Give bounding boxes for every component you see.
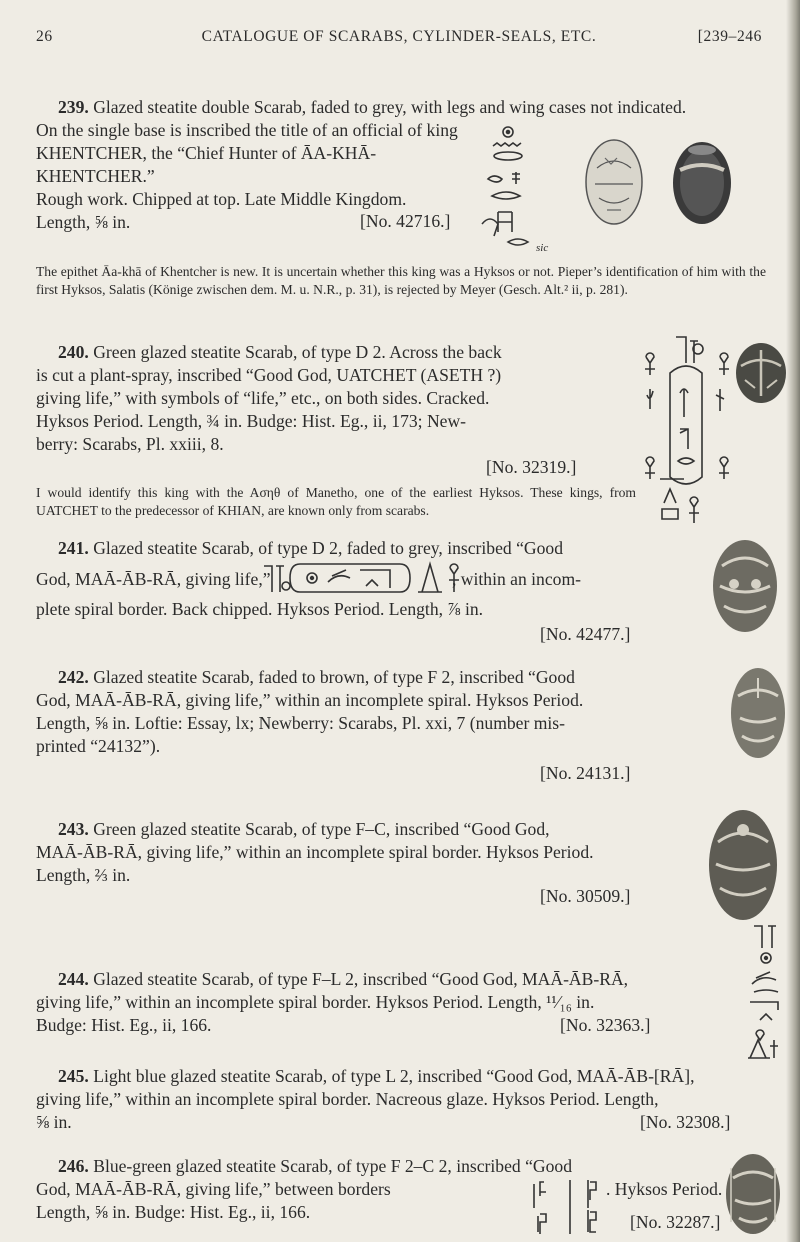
registration-number: [No. 32308.] xyxy=(640,1112,731,1132)
cartouche-khentcher-glyphs xyxy=(478,124,548,259)
entry-242 xyxy=(58,666,728,689)
border-glyphs-246 xyxy=(530,1176,606,1234)
entry-line: Rough work. Chipped at top. Late Middle Kingdom. xyxy=(36,189,407,209)
entry-line: Green glazed steatite Scarab, of type D 2. Across the back xyxy=(93,342,502,362)
entry-246 xyxy=(58,1155,678,1178)
entry-line: berry: Scarabs, Pl. xxiii, 8. xyxy=(36,434,224,454)
entry-line: God, MAĀ-ĀB-RĀ, giving life,” xyxy=(36,569,271,589)
entry-line: Length, ⅝ in. Budge: Hist. Eg., ii, 166. xyxy=(36,1202,311,1222)
entry-line: . Hyksos Period. xyxy=(606,1179,723,1199)
entry-line: MAĀ-ĀB-RĀ, giving life,” within an incomplete spiral border. Hyksos Period. xyxy=(36,842,594,862)
commentary-text: I would identify this king with the Aσηθ of Manetho, one of the earliest Hyksos. These kings, from UATCHET to the predecessor of KHIAN, are known only from scarabs. xyxy=(36,485,636,518)
entry-number: 243. xyxy=(58,819,89,839)
entry-245 xyxy=(58,1065,778,1088)
entry-range: [239–246 xyxy=(697,28,762,45)
hieroglyph-column-icon xyxy=(746,922,786,1062)
hieroglyph-column-icon xyxy=(478,124,548,259)
cartouche-uatchet-glyphs xyxy=(640,333,732,538)
entry-line: is cut a plant-spray, inscribed “Good God, UATCHET (ASETH ?) xyxy=(36,365,502,385)
entry-number: 244. xyxy=(58,969,89,989)
entry-line: God, MAĀ-ĀB-RĀ, giving life,” within an incomplete spiral. Hyksos Period. xyxy=(36,690,584,710)
entry-line: ⅝ in. xyxy=(36,1112,72,1132)
registration-number: [No. 24131.] xyxy=(540,763,631,783)
entry-line: Budge: Hist. Eg., ii, 166. xyxy=(36,1015,212,1035)
entry-line: On the single base is inscribed the title of an official of king xyxy=(36,120,458,140)
page-number: 26 xyxy=(36,28,53,45)
entry-number: 245. xyxy=(58,1066,89,1086)
scarab-back-icon xyxy=(670,140,734,226)
scarab-239-base-image xyxy=(583,138,645,226)
entry-line: Length, ⅝ in. Loftie: Essay, lx; Newberry: Scarabs, Pl. xxi, 7 (number mis- xyxy=(36,713,566,733)
scarab-246-image xyxy=(723,1150,783,1238)
entry-line: Green glazed steatite Scarab, of type F–C, inscribed “Good God, xyxy=(93,819,550,839)
entry-line: , within an incom- xyxy=(452,569,581,589)
page-edge-shadow xyxy=(786,0,800,1242)
registration-number: [No. 42477.] xyxy=(540,624,631,644)
entry-240-body xyxy=(36,364,636,456)
entry-number: 246. xyxy=(58,1156,89,1176)
scarab-base-icon xyxy=(728,664,788,762)
entry-242-body xyxy=(36,689,726,758)
scarab-240-image xyxy=(733,340,789,406)
entry-241 xyxy=(58,537,698,560)
scarab-base-icon xyxy=(706,806,780,924)
entry-number: 241. xyxy=(58,538,89,558)
entry-line: giving life,” within an incomplete spiral border. Nacreous glaze. Hyksos Period. Length, xyxy=(36,1089,659,1109)
scarab-back-icon xyxy=(733,340,789,406)
entry-240-note xyxy=(36,484,636,520)
hieroglyphs-244 xyxy=(746,922,786,1062)
registration-number: [No. 32363.] xyxy=(560,1015,651,1035)
registration-number: [No. 32319.] xyxy=(486,457,577,477)
entry-line: plete spiral border. Back chipped. Hyksos Period. Length, ⅞ in. xyxy=(36,599,484,619)
entry-line: Glazed steatite Scarab, faded to brown, of type F 2, inscribed “Good xyxy=(93,667,575,687)
entry-line: Glazed steatite double Scarab, faded to grey, with legs and wing cases not indicated. xyxy=(93,97,687,117)
entry-number: 242. xyxy=(58,667,89,687)
entry-239-note xyxy=(36,263,766,299)
scarab-base-icon xyxy=(710,536,780,636)
entry-number: 239. xyxy=(58,97,89,117)
commentary-text: The epithet Āa-khā of Khentcher is new. It is uncertain whether this king was a Hyksos or not. Pieper’s identification of him with the first Hyksos, Salatis (Könige zwischen dem. M. u. N.R., p. 31), is rejected by Meyer (Gesch. Alt.² ii, p. 281). xyxy=(36,264,766,297)
entry-number: 240. xyxy=(58,342,89,362)
entry-line: Glazed steatite Scarab, of type F–L 2, inscribed “Good God, MAĀ-ĀB-RĀ, xyxy=(93,969,629,989)
scarab-243-image xyxy=(706,806,780,924)
entry-line: printed “24132”). xyxy=(36,736,161,756)
entry-line: Blue-green glazed steatite Scarab, of type F 2–C 2, inscribed “Good xyxy=(93,1156,572,1176)
entry-line: Length, ⅝ in. xyxy=(36,212,131,232)
entry-line: giving life,” within an incomplete spiral border. Hyksos Period. Length, ¹¹⁄₁₆ in. xyxy=(36,992,595,1012)
entry-line: Length, ⅔ in. xyxy=(36,865,131,885)
entry-243 xyxy=(58,818,698,841)
entry-line: giving life,” with symbols of “life,” etc., on both sides. Cracked. xyxy=(36,388,490,408)
entry-243-body xyxy=(36,841,706,887)
registration-number: [No. 42716.] xyxy=(360,211,451,231)
entry-line: God, MAĀ-ĀB-RĀ, giving life,” between borders xyxy=(36,1179,391,1199)
scarab-base-icon xyxy=(583,138,645,226)
entry-244 xyxy=(58,968,738,991)
entry-line: Glazed steatite Scarab, of type D 2, faded to grey, inscribed “Good xyxy=(93,538,564,558)
running-header xyxy=(36,28,762,50)
scarab-239-back-image xyxy=(670,140,734,226)
registration-number: [No. 30509.] xyxy=(540,886,631,906)
hieroglyph-cartouche-icon xyxy=(640,333,732,538)
entry-line: Hyksos Period. Length, ¾ in. Budge: Hist. Eg., ii, 173; New- xyxy=(36,411,467,431)
entry-line: Light blue glazed steatite Scarab, of type L 2, inscribed “Good God, MAĀ-ĀB-[RĀ], xyxy=(93,1066,695,1086)
sic-note: sic xyxy=(536,242,549,254)
registration-number: [No. 32287.] xyxy=(630,1212,721,1232)
entry-239 xyxy=(36,96,766,119)
scarab-242-image xyxy=(728,664,788,762)
running-title: CATALOGUE OF SCARABS, CYLINDER-SEALS, ETC. xyxy=(201,28,597,45)
scarab-base-icon xyxy=(723,1150,783,1238)
scarab-241-image xyxy=(710,536,780,636)
entry-line: KHENTCHER, the “Chief Hunter of ĀA-KHĀ-KHENTCHER.” xyxy=(36,143,377,186)
spiral-border-icon xyxy=(530,1176,606,1234)
entry-240 xyxy=(58,341,638,364)
